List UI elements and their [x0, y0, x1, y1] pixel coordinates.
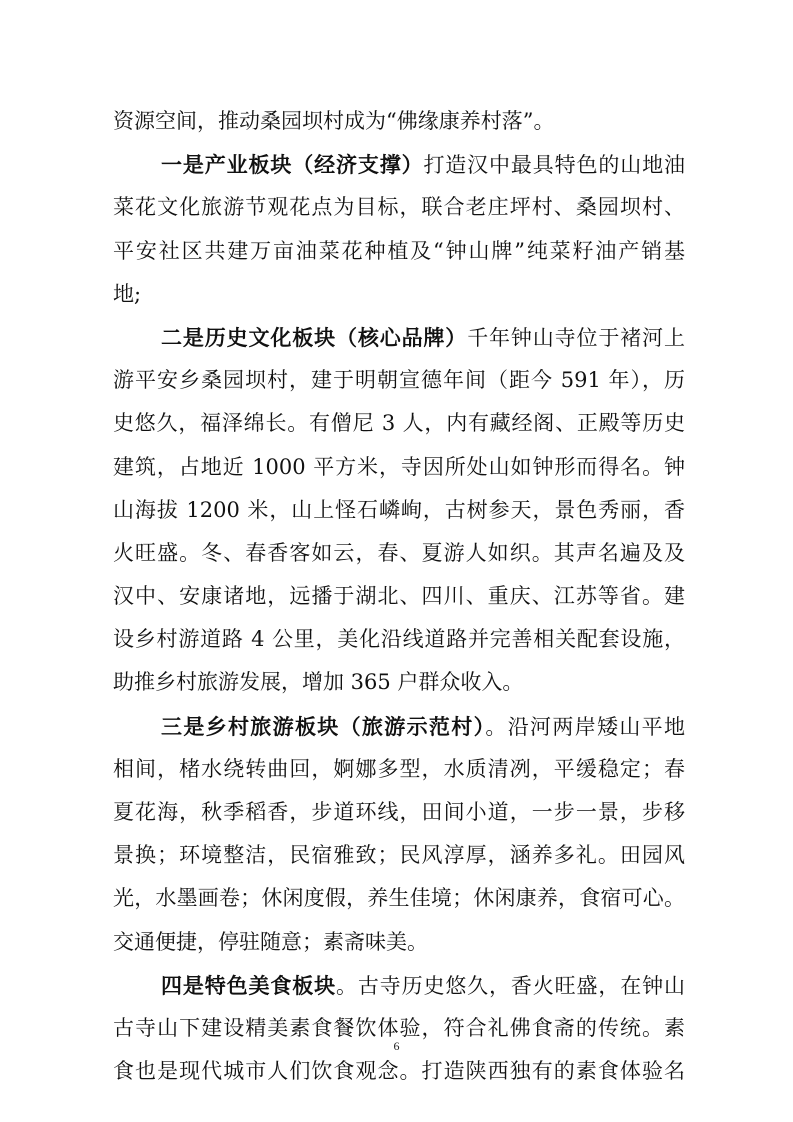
section-heading-industry: 一是产业板块（经济支撑） — [161, 152, 424, 178]
text-line — [113, 575, 685, 618]
line-text: 设乡村游道路 4 公里，美化沿线道路并完善相关配套设施， — [113, 627, 685, 652]
line-text: 汉中、安康诸地，远播于湖北、四川、重庆、江苏等省。建 — [113, 584, 685, 609]
line-text: 古寺山下建设精美素食餐饮体验，符合礼佛食斋的传统。素 — [113, 1015, 685, 1040]
text-line — [113, 618, 685, 661]
text-line — [113, 402, 685, 445]
line-text: 建筑，占地近 1000 平方米，寺因所处山如钟形而得名。钟 — [113, 454, 685, 479]
line-text: 游平安乡桑园坝村，建于明朝宣德年间（距今 591 年），历 — [113, 368, 685, 393]
text-line — [113, 316, 685, 359]
line-text: 菜花文化旅游节观花点为目标，联合老庄坪村、桑园坝村、 — [113, 195, 685, 220]
text-line — [113, 1050, 685, 1093]
line-text: 山海拔 1200 米，山上怪石嶙峋，古树参天，景色秀丽，香 — [113, 497, 685, 522]
line-text: 食也是现代城市人们饮食观念。打造陕西独有的素食体验名 — [113, 1059, 685, 1084]
text-line — [113, 446, 685, 489]
line-text: 史悠久，福泽绵长。有僧尼 3 人，内有藏经阁、正殿等历史 — [113, 411, 685, 436]
line-text: 相间，楮水绕转曲回，婀娜多型，水质清冽，平缓稳定；春 — [113, 756, 685, 781]
line-text: 火旺盛。冬、春香客如云，春、夏游人如织。其声名遍及及 — [113, 540, 685, 565]
line-text: 景换；环境整洁，民宿雅致；民风淳厚，涵养多礼。田园风 — [113, 843, 685, 868]
line-text: 交通便捷，停驻随意；素斋味美。 — [113, 929, 428, 954]
text-line — [113, 489, 685, 532]
line-text: 。古寺历史悠久，香火旺盛，在钟山 — [335, 973, 686, 998]
line-text: 平安社区共建万亩油菜花种植及“钟山牌”纯菜籽油产销基 — [113, 238, 685, 263]
text-line — [113, 877, 685, 920]
document-body — [113, 100, 685, 1093]
section-heading-food: 四是特色美食板块 — [161, 972, 336, 998]
text-line — [113, 186, 685, 229]
text-line — [113, 921, 685, 964]
text-line — [113, 661, 685, 704]
text-line — [113, 834, 685, 877]
line-text: 。沿河两岸矮山平地 — [485, 714, 685, 739]
text-line — [113, 143, 685, 186]
text-line — [113, 532, 685, 575]
text-line — [113, 359, 685, 402]
text-line — [113, 748, 685, 791]
section-heading-history: 二是历史文化板块（核心品牌） — [161, 324, 468, 350]
line-text: 光，水墨画卷；休闲度假，养生佳境；休闲康养，食宿可心。 — [113, 886, 685, 911]
text-line — [113, 100, 685, 143]
text-line — [113, 791, 685, 834]
line-text: 夏花海，秋季稻香，步道环线，田间小道，一步一景，步移 — [113, 800, 685, 824]
section-heading-tourism: 三是乡村旅游板块（旅游示范村） — [161, 713, 486, 739]
line-text: 千年钟山寺位于褚河上 — [467, 325, 686, 350]
text-line — [113, 964, 685, 1007]
line-text: 打造汉中最具特色的山地油 — [423, 153, 686, 178]
line-text: 地; — [113, 281, 142, 306]
text-line — [113, 230, 685, 273]
page-number: 6 — [393, 1039, 400, 1053]
line-text: 助推乡村旅游发展，增加 365 户群众收入。 — [113, 670, 524, 695]
text-line — [113, 705, 685, 748]
line-text: 资源空间，推动桑园坝村成为“佛缘康养村落”。 — [113, 109, 555, 133]
text-line — [113, 273, 685, 316]
